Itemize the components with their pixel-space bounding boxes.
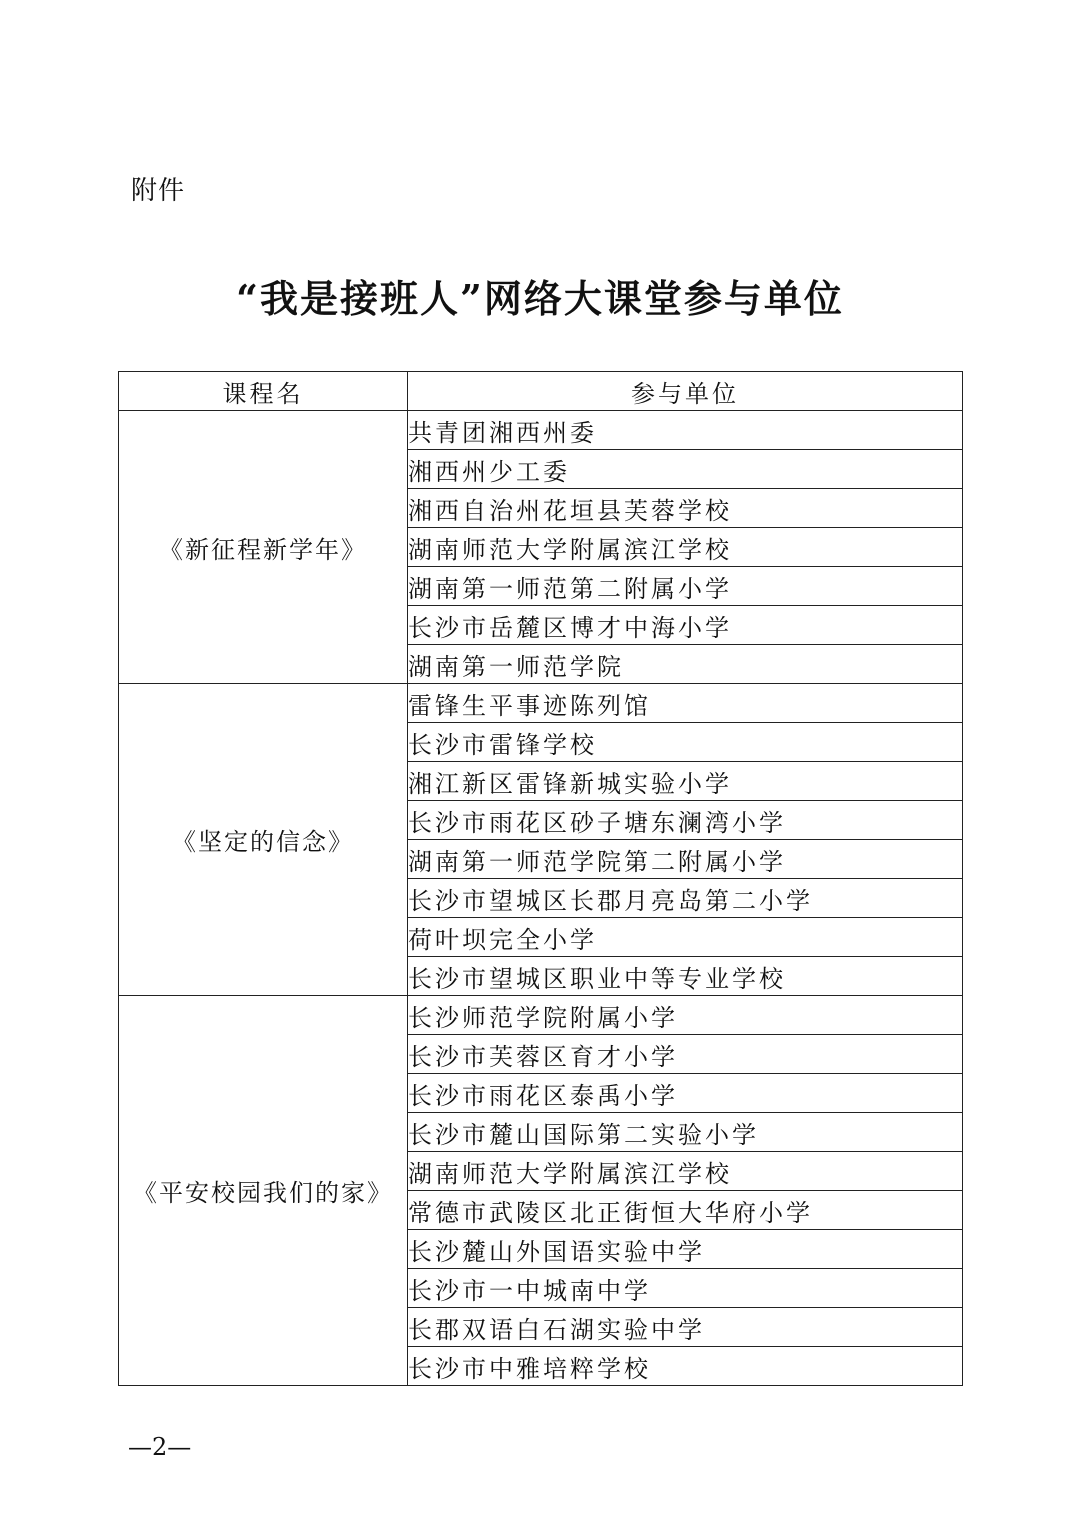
participant-unit-cell: 共青团湘西州委 — [408, 411, 963, 450]
attachment-label: 附件 — [131, 176, 186, 206]
table-row — [119, 411, 963, 450]
participant-unit-cell: 长沙市望城区职业中等专业学校 — [408, 957, 963, 996]
page-number: —2— — [128, 1433, 192, 1461]
participant-unit-cell: 湘西自治州花垣县芙蓉学校 — [408, 489, 963, 528]
course-name-cell: 《坚定的信念》 — [119, 684, 408, 996]
table-body — [119, 411, 963, 1386]
participant-unit-cell: 湘江新区雷锋新城实验小学 — [408, 762, 963, 801]
participant-unit-cell: 长沙市一中城南中学 — [408, 1269, 963, 1308]
participant-table — [118, 371, 963, 1386]
participant-unit-cell: 长沙市望城区长郡月亮岛第二小学 — [408, 879, 963, 918]
document-title: “我是接班人”网络大课堂参与单位 — [236, 276, 844, 321]
participant-unit-cell: 常德市武陵区北正街恒大华府小学 — [408, 1191, 963, 1230]
participant-unit-cell: 长沙市岳麓区博才中海小学 — [408, 606, 963, 645]
participant-unit-cell: 长沙市雨花区泰禹小学 — [408, 1074, 963, 1113]
units-column-header: 参与单位 — [408, 372, 963, 411]
table-header-row — [119, 372, 963, 411]
participant-unit-cell: 湖南第一师范第二附属小学 — [408, 567, 963, 606]
participant-unit-cell: 湘西州少工委 — [408, 450, 963, 489]
participant-unit-cell: 湖南师范大学附属滨江学校 — [408, 1152, 963, 1191]
table-row — [119, 996, 963, 1035]
table-row — [119, 684, 963, 723]
participant-unit-cell: 湖南第一师范学院第二附属小学 — [408, 840, 963, 879]
participant-unit-cell: 长沙市中雅培粹学校 — [408, 1347, 963, 1386]
participant-unit-cell: 湖南师范大学附属滨江学校 — [408, 528, 963, 567]
participant-unit-cell: 荷叶坝完全小学 — [408, 918, 963, 957]
participant-unit-cell: 长沙市麓山国际第二实验小学 — [408, 1113, 963, 1152]
participant-unit-cell: 长沙市芙蓉区育才小学 — [408, 1035, 963, 1074]
course-name-cell: 《平安校园我们的家》 — [119, 996, 408, 1386]
course-name-cell: 《新征程新学年》 — [119, 411, 408, 684]
participant-unit-cell: 雷锋生平事迹陈列馆 — [408, 684, 963, 723]
participant-unit-cell: 长沙市雨花区砂子塘东澜湾小学 — [408, 801, 963, 840]
participant-unit-cell: 长沙师范学院附属小学 — [408, 996, 963, 1035]
course-column-header: 课程名 — [119, 372, 408, 411]
participant-unit-cell: 长郡双语白石湖实验中学 — [408, 1308, 963, 1347]
participant-unit-cell: 湖南第一师范学院 — [408, 645, 963, 684]
participant-unit-cell: 长沙市雷锋学校 — [408, 723, 963, 762]
participant-unit-cell: 长沙麓山外国语实验中学 — [408, 1230, 963, 1269]
